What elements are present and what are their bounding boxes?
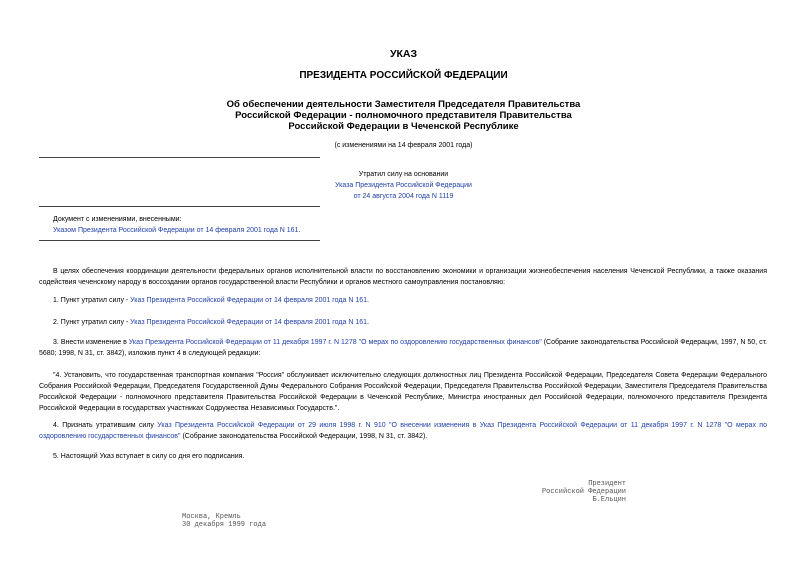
changes-link[interactable]: Указом Президента Российской Федерации от 14 февраля 2001 года N 161 xyxy=(53,227,299,234)
paragraph-5: 5. Настоящий Указ вступает в силу со дня его подписания. xyxy=(53,453,245,460)
document-type: УКАЗ xyxy=(389,48,418,60)
paragraph-2: 2. Пункт утратил силу - Указ Президента Российской Федерации от 14 февраля 2001 года N 161. xyxy=(53,319,369,326)
changes-block xyxy=(53,214,453,236)
amendments-note: (с изменениями на 14 февраля 2001 года) xyxy=(334,142,473,149)
title-line-2: Российской Федерации - полномочного представителя Правительства xyxy=(235,110,572,121)
paragraph-3-link[interactable]: Указ Президента Российской Федерации от 11 декабря 1997 г. N 1278 "О мерах по оздоровлению государственных финансов" xyxy=(128,339,542,346)
title-line-1: Об обеспечении деятельности Заместителя Председателя Правительства xyxy=(226,99,581,110)
paragraph-1: 1. Пункт утратил силу - Указ Президента Российской Федерации от 14 февраля 2001 года N 161. xyxy=(53,297,369,304)
divider xyxy=(39,206,320,207)
document-title xyxy=(0,99,807,132)
divider xyxy=(39,157,320,158)
status-block xyxy=(0,169,807,202)
signature-title: Президент xyxy=(588,480,626,488)
changes-label: Документ с изменениями, внесенными: xyxy=(53,216,182,223)
signature-name: Б.Ельцин xyxy=(592,496,626,504)
quoted-clause: "4. Установить, что государственная транспортная компания "Россия" обслуживает исключительно следующих должностных лиц Президента Российской Федерации, Председателя Совета Федерации Федерального Собрания Российской Федерации, Председателя Государственной Думы Федерального Собрания Российской Федерации, Председателя Правительства Российской Федерации, Заместителя Председателя Правительства Российской Федерации - полномочного представителя Правительства Российской Федерации в Чеченской Республике, Министра иностранных дел Российской Федерации, полномочного представителя Президента Российской Федерации в государствах участниках Содружества Независимых Государств.". xyxy=(39,372,767,412)
place-date-block xyxy=(182,513,342,529)
status-text: Утратил силу на основании xyxy=(358,171,449,178)
issuer-title: ПРЕЗИДЕНТА РОССИЙСКОЙ ФЕДЕРАЦИИ xyxy=(299,70,508,81)
paragraph-1-link[interactable]: Указ Президента Российской Федерации от 14 февраля 2001 года N 161 xyxy=(130,297,367,304)
preamble: В целях обеспечения координации деятельности федеральных органов исполнительной власти по восстановлению экономики и организации жизнеобеспечения населения Чеченской Республики, а также оказания содействия чеченскому народу в воссоздании органов государственной власти Республики и органов местного самоуправления постановляю: xyxy=(39,268,767,286)
paragraph-4: 4. Признать утратившим силу Указ Президента Российской Федерации от 29 июля 1998 г. N 910 "О внесении изменения в Указ Президента Российской Федерации от 11 декабря 1997 г. N 1278 "О мерах по оздоровлению государственных финансов" (Собрание законодательства Российской Федерации, 1998, N 31, ст. 3842). xyxy=(39,422,767,440)
paragraph-4-link[interactable]: Указ Президента Российской Федерации от 29 июля 1998 г. N 910 "О внесении изменения в Указ Президента Российской Федерации от 11 декабря 1997 г. N 1278 "О мерах по оздоровлению государственных финансов" xyxy=(39,422,767,440)
signature-block xyxy=(520,480,626,504)
signature-org: Российской Федерации xyxy=(541,488,626,496)
place: Москва, Кремль xyxy=(182,513,241,521)
paragraph-2-link[interactable]: Указ Президента Российской Федерации от 14 февраля 2001 года N 161 xyxy=(130,319,367,326)
paragraph-3: 3. Внести изменение в Указ Президента Российской Федерации от 11 декабря 1997 г. N 1278 "О мерах по оздоровлению государственных финансов" (Собрание законодательства Российской Федерации, 1997, N 50, ст. 5680; 1998, N 31, ст. 3842), изложив пункт 4 в следующей редакции: xyxy=(39,339,767,357)
divider xyxy=(39,240,320,241)
status-link-line-2[interactable]: от 24 августа 2004 года N 1119 xyxy=(353,193,454,200)
status-link-line-1[interactable]: Указа Президента Российской Федерации xyxy=(335,182,472,189)
date: 30 декабря 1999 года xyxy=(182,521,267,529)
title-line-3: Российской Федерации в Чеченской Республике xyxy=(288,121,519,132)
changes-trail: . xyxy=(298,227,301,234)
